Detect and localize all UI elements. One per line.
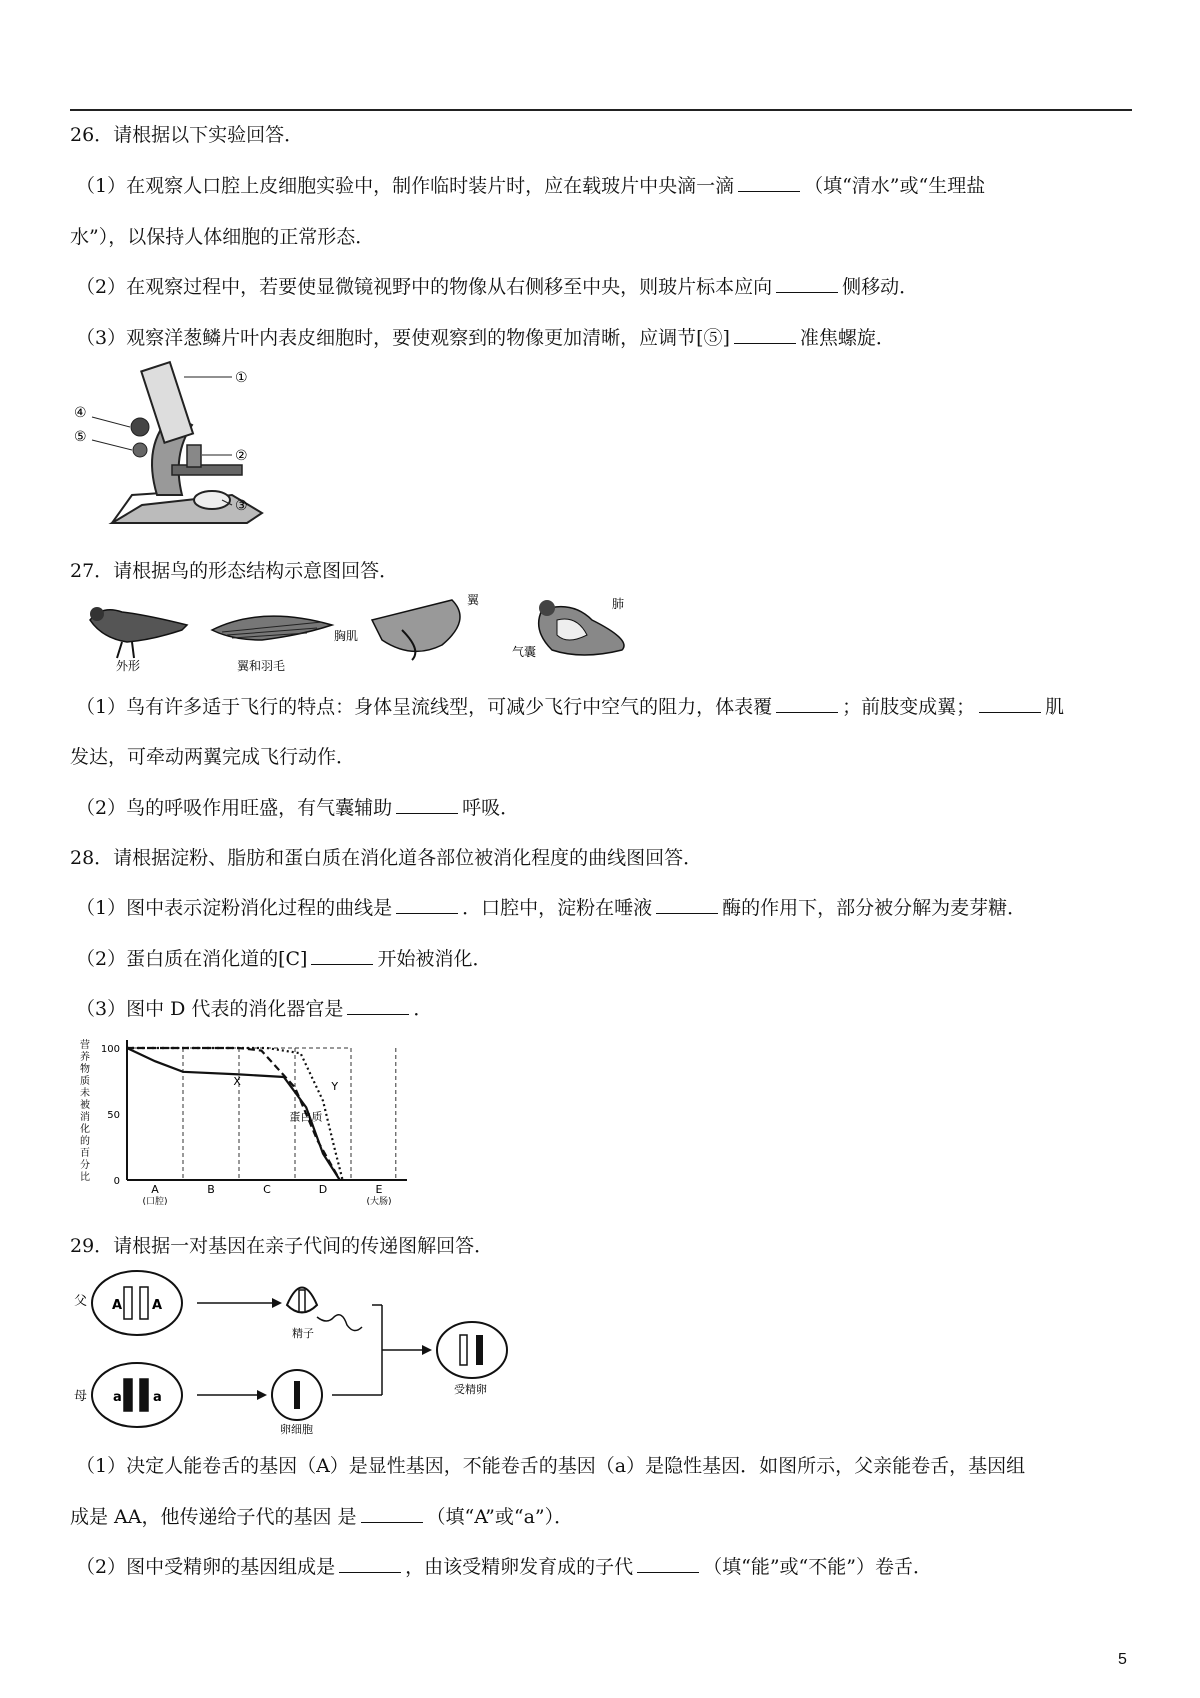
q26-title: 26．请根据以下实验回答． <box>70 124 304 146</box>
answer-blank[interactable] <box>656 897 718 914</box>
answer-blank[interactable] <box>396 797 458 814</box>
q29-title: 29．请根据一对基因在亲子代间的传递图解回答． <box>70 1235 494 1257</box>
x-category-label: B <box>207 1183 215 1196</box>
q29-part2: （2）图中受精卵的基因组成是 ，由该受精卵发育成的子代 （填“能”或“不能”）卷舌． <box>76 1556 932 1578</box>
y-label-char: 营 <box>80 1040 90 1051</box>
q27-part1-line1: （1）鸟有许多适于飞行的特点：身体呈流线型，可减少飞行中空气的阻力，体表覆 ；前肢变成翼； 肌 <box>76 696 1065 718</box>
y-label-char: 养 <box>80 1052 90 1063</box>
fig-label: ② <box>235 448 248 464</box>
q26-part2: （2）在观察过程中，若要使显微镜视野中的物像从右侧移至中央，则玻片标本应向 侧移动． <box>76 276 919 298</box>
y-label-char: 消 <box>80 1112 90 1123</box>
q28-title: 28．请根据淀粉、脂肪和蛋白质在消化道各部位被消化程度的曲线图回答． <box>70 847 703 869</box>
fig-label: ⑤ <box>74 429 87 445</box>
allele-label: a <box>153 1390 162 1405</box>
fig-label: ④ <box>74 405 87 421</box>
q28-part3: （3）图中 D 代表的消化器官是 ． <box>76 998 433 1020</box>
header-rule <box>70 109 1132 111</box>
fig-label: 胸肌 <box>334 629 359 643</box>
x-category-sublabel: (大肠) <box>366 1197 392 1205</box>
gene-transfer-figure <box>72 1265 562 1435</box>
digestion-chart <box>72 1030 432 1205</box>
egg-label: 卵细胞 <box>280 1423 313 1435</box>
curve-label: X <box>233 1074 241 1088</box>
x-category-label: A <box>151 1183 159 1196</box>
chest-muscle-drawing <box>372 600 460 660</box>
father-label: 父 <box>74 1294 88 1309</box>
x-category-sublabel: (口腔) <box>142 1197 168 1205</box>
y-tick-label: 0 <box>113 1176 120 1187</box>
allele-label: a <box>113 1390 122 1405</box>
fig-label: 肺 <box>612 597 625 611</box>
answer-blank[interactable] <box>339 1556 401 1573</box>
fig-label: 气囊 <box>512 645 537 659</box>
y-label-char: 比 <box>80 1172 90 1183</box>
q28-part2: （2）蛋白质在消化道的[C] 开始被消化． <box>76 948 492 970</box>
q28-part1: （1）图中表示淀粉消化过程的曲线是 ．口腔中，淀粉在唾液 酶的作用下，部分被分解为麦芽糖． <box>76 897 1027 919</box>
zygote-cell <box>437 1322 507 1378</box>
x-category-label: C <box>263 1183 271 1196</box>
answer-blank[interactable] <box>734 327 796 344</box>
y-tick-label: 50 <box>107 1110 120 1121</box>
y-axis-label <box>80 1038 90 1183</box>
answer-blank[interactable] <box>776 276 838 293</box>
fig-label: 翼 <box>467 593 480 607</box>
answer-blank[interactable] <box>738 175 800 192</box>
bird-outline-drawing <box>90 607 187 658</box>
fig-label: ③ <box>235 498 248 514</box>
page-number: 5 <box>1118 1651 1127 1668</box>
answer-blank[interactable] <box>311 948 373 965</box>
y-label-char: 质 <box>80 1076 90 1087</box>
y-label-char: 物 <box>80 1064 90 1075</box>
q27-part1-line2: 发达，可牵动两翼完成飞行动作． <box>70 746 356 768</box>
answer-blank[interactable] <box>637 1556 699 1573</box>
q26-part1-line2: 水”），以保持人体细胞的正常形态． <box>70 226 375 248</box>
answer-blank[interactable] <box>396 897 458 914</box>
answer-blank[interactable] <box>776 696 838 713</box>
q29-part1-line2: 成是 AA，他传递给子代的基因 是 （填“A”或“a”）． <box>70 1506 574 1528</box>
curve-label: 蛋白质 <box>289 1110 323 1124</box>
y-label-char: 百 <box>80 1148 90 1159</box>
allele-label: A <box>152 1298 163 1313</box>
x-category-label: D <box>318 1183 328 1196</box>
answer-blank[interactable] <box>347 998 409 1015</box>
microscope-figure <box>72 355 272 535</box>
father-cell <box>92 1271 182 1335</box>
sperm-label: 精子 <box>292 1327 314 1340</box>
mother-label: 母 <box>74 1389 88 1404</box>
q26-part1-line1: （1）在观察人口腔上皮细胞实验中，制作临时装片时，应在载玻片中央滴一滴 （填“清水”或“生理盐 <box>76 175 986 197</box>
mother-cell <box>92 1363 182 1427</box>
x-category-label: E <box>375 1183 383 1196</box>
y-label-char: 的 <box>80 1136 90 1147</box>
y-label-char: 未 <box>80 1088 90 1099</box>
y-label-char: 被 <box>80 1100 90 1111</box>
zygote-label: 受精卵 <box>454 1383 487 1396</box>
y-label-char: 化 <box>80 1124 90 1135</box>
fig-label: 翼和羽毛 <box>237 659 286 672</box>
q27-part2: （2）鸟的呼吸作用旺盛，有气囊辅助 呼吸． <box>76 797 520 819</box>
answer-blank[interactable] <box>979 696 1041 713</box>
q27-title: 27．请根据鸟的形态结构示意图回答． <box>70 560 399 582</box>
fig-label: 外形 <box>116 659 141 672</box>
q26-part3: （3）观察洋葱鳞片叶内表皮细胞时，要使观察到的物像更加清晰，应调节[⑤] 准焦螺旋． <box>76 327 895 349</box>
bird-structure-figure <box>72 590 692 672</box>
fig-label: ① <box>235 370 248 386</box>
wing-feather-drawing <box>212 616 332 640</box>
q29-part1-line1: （1）决定人能卷舌的基因（A）是显性基因，不能卷舌的基因（a）是隐性基因．如图所示，父亲能卷舌，基因组 <box>76 1455 1026 1477</box>
answer-blank[interactable] <box>361 1506 423 1523</box>
y-tick-label: 100 <box>100 1044 120 1055</box>
allele-label: A <box>112 1298 123 1313</box>
y-label-char: 分 <box>80 1160 90 1171</box>
curve-label: Y <box>331 1080 339 1094</box>
